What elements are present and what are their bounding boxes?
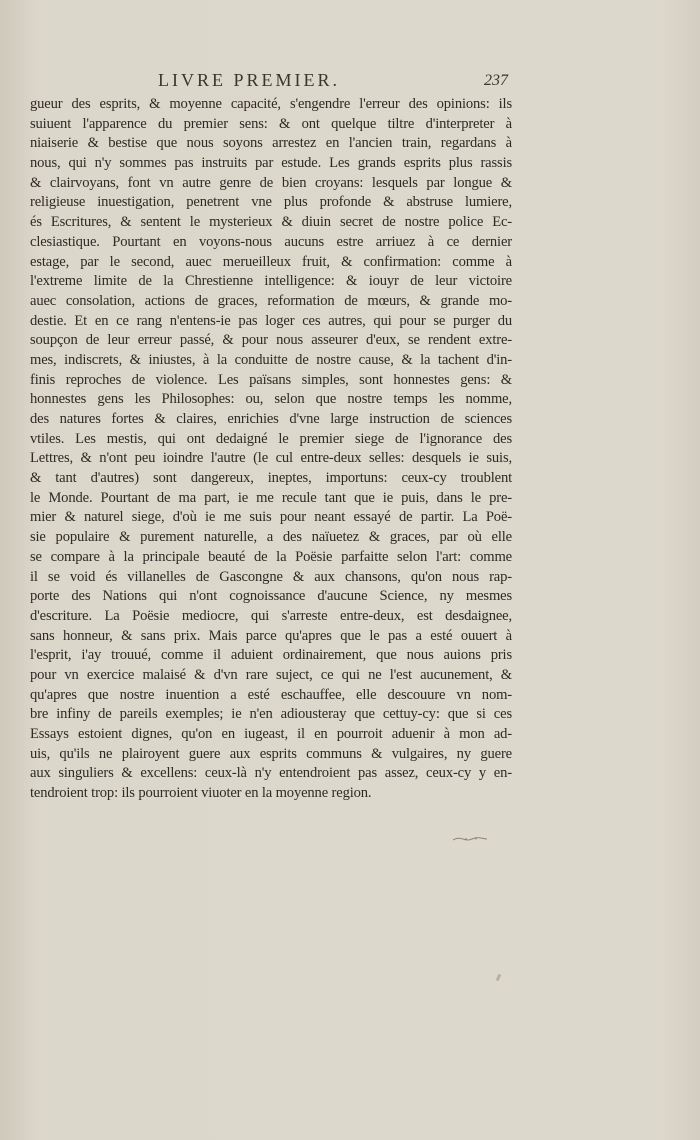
printer-ornament <box>452 836 488 842</box>
text-line: destie. Et en ce rang n'entens-ie pas loger ces autres, qui pour se purger du <box>30 312 512 329</box>
text-line: l'esprit, i'ay trouué, comme il aduient ordinairement, que nous auions pris <box>30 647 512 664</box>
text-line: gueur des esprits, & moyenne capacité, s'engendre l'erreur des opinions: ils <box>30 96 512 112</box>
text-line: honnestes gens les Philosophes: ou, selon que nostre temps les nomme, <box>30 391 512 408</box>
text-line: mes, indiscrets, & iniustes, à la conduitte de nostre cause, & la tachent d'in- <box>30 351 512 368</box>
text-line: le Monde. Pourtant de ma part, ie me recule tant que ie puis, dans le pre- <box>30 489 512 506</box>
text-line: mier & naturel siege, d'où ie me suis pour neant essayé de partir. La Poë- <box>30 509 512 526</box>
text-line: d'escriture. La Poësie mediocre, qui s'arreste entre-deux, est desdaignee, <box>30 607 512 624</box>
text-line: bre infiny de pareils exemples; ie n'en adiousteray que cettuy-cy: que si ces <box>30 706 512 723</box>
text-line: porte des Nations qui n'ont cognoissance d'aucune Science, ny mesmes <box>30 588 512 605</box>
page-number: 237 <box>484 72 508 89</box>
text-line: pour vn exercice malaisé & d'vn rare suject, ce qui ne l'est aucunement, & <box>30 666 512 683</box>
text-line: niaiserie & bestise que nous soyons arrestez en l'ancien train, regardans à <box>30 135 512 152</box>
text-line: és Escritures, & sentent le mysterieux & diuin secret de nostre police Ec- <box>30 214 512 231</box>
running-title: LIVRE PREMIER. <box>158 70 341 90</box>
text-line: tendroient trop: ils pourroient viuoter en la moyenne region. <box>30 785 372 802</box>
text-line: & clairvoyans, font vn autre genre de bien croyans: lesquels par longue & <box>30 174 512 191</box>
text-line: aux singuliers & excellens: ceux-là n'y entendroient pas assez, ceux-cy y en- <box>30 765 512 782</box>
text-line: estage, par le second, auec merueilleux fruit, & confirmation: comme à <box>30 253 512 270</box>
text-line: sans honneur, & sans prix. Mais parce qu'apres que le pas a esté ouuert à <box>30 627 512 644</box>
text-line: suiuent l'apparence du premier sens: & ont quelque tiltre d'interpreter à <box>30 115 512 132</box>
text-line: l'extreme limite de la Chrestienne intelligence: & iouyr de leur victoire <box>30 273 512 290</box>
body-text <box>30 95 512 804</box>
text-line: Lettres, & n'ont peu ioindre l'autre (le cul entre-deux selles: desquels ie suis, <box>30 450 512 467</box>
text-line: il se void és villanelles de Gascongne & aux chansons, qu'on nous rap- <box>30 568 512 585</box>
paper-speck <box>496 974 502 982</box>
text-line: se compare à la principale beauté de la Poësie parfaitte selon l'art: comme <box>30 548 512 565</box>
text-line: auec consolation, actions de graces, reformation de mœurs, & grande mo- <box>30 292 512 309</box>
text-line: finis reproches de violence. Les païsans simples, sont honnestes gens: & <box>30 371 512 388</box>
text-line: soupçon de leur erreur passé, & pour nous asseurer d'eux, se rendent extre- <box>30 332 512 349</box>
text-line: & tant d'autres) sont dangereux, ineptes, importuns: ceux-cy troublent <box>30 470 512 487</box>
text-line: clesiastique. Pourtant en voyons-nous aucuns estre arriuez à ce dernier <box>30 233 512 250</box>
text-line: Essays estoient dignes, qu'on en iugeast, il en pourroit aduenir à mon ad- <box>30 726 512 742</box>
text-line: sie populaire & purement naturelle, a des naïuetez & graces, par où elle <box>30 529 512 546</box>
text-line: religieuse inuestigation, penetrent vne plus profonde & abstruse lumiere, <box>30 194 512 211</box>
text-line: uis, qu'ils ne plairoyent guere aux esprits communs & vulgaires, ny guere <box>30 745 512 762</box>
running-head <box>0 70 700 94</box>
text-line: nous, qui n'y sommes pas instruits par estude. Les grands esprits plus rassis <box>30 155 512 172</box>
text-line: des natures fortes & claires, enrichies d'vne large instruction de sciences <box>30 411 512 427</box>
text-line: qu'apres que nostre inuention a esté eschauffee, elle descouure vn nom- <box>30 686 512 703</box>
text-line: vtiles. Les mestis, qui ont dedaigné le premier siege de l'ignorance des <box>30 430 512 447</box>
